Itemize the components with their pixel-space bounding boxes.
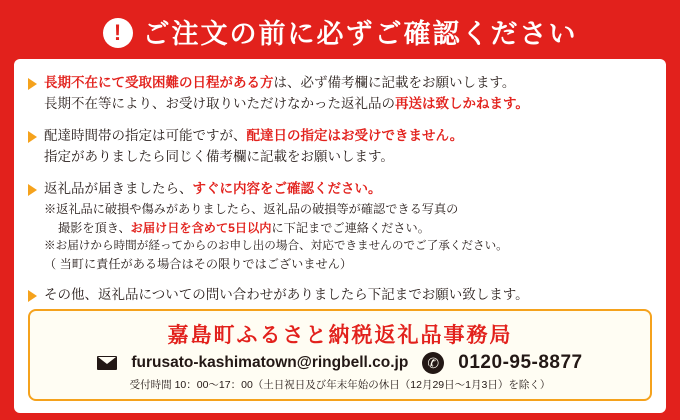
notice-text-plain: に下記までご連絡ください。 [271,220,430,235]
notice-text-plain: ※お届けから時間が経ってからのお申し出の場合、対応できませんのでご了承ください。 [44,239,508,253]
notice-text [44,285,529,306]
envelope-icon [97,356,117,370]
notice-text [44,73,529,115]
notice-text-plain: 長期不在等により、お受け取りいただけなかった返礼品の [44,95,395,111]
list-item [28,285,652,306]
contact-box [28,309,652,401]
phone-number[interactable]: 0120-95-8877 [458,352,583,373]
notice-text [44,126,463,168]
email-address[interactable]: furusato-kashimatown@ringbell.co.jp [131,354,409,371]
notice-text-highlight: すぐに内容をご確認ください。 [192,180,382,196]
notice-text-highlight: 配達日の指定はお受けできません。 [246,127,464,143]
page-title: ご注文の前に必ずご確認ください [142,19,578,49]
notice-text-plain: 返礼品が届きましたら、 [44,180,193,196]
notice-text-plain: 撮影を頂き、 [58,220,131,235]
organization-name: 嘉島町ふるさと納税返礼品事務局 [167,324,513,347]
header-banner [0,0,680,57]
notice-text [44,179,508,275]
notice-text-highlight: お届け日を含めて5日以内 [130,220,272,235]
notice-text-plain: 配達時間帯の指定は可能ですが、 [44,127,247,143]
notice-text-plain: その他、返礼品についての問い合わせがありましたら下記までお願い致します。 [44,287,529,303]
triangle-bullet-icon [28,184,37,196]
notice-text-plain: 指定がありましたら同じく備考欄に記載をお願いします。 [44,148,394,164]
notice-text-plain: は、必ず備考欄に記載をお願いします。 [273,75,516,90]
notice-text-highlight: 長期不在にて受取困難の日程がある方 [44,75,274,90]
contact-row [36,352,644,374]
notice-text-highlight: 再送は致しかねます。 [395,95,529,111]
notice-text-plain: ※返礼品に破損や傷みがありましたら、返礼品の破損等が確認できる写真の [44,201,459,216]
list-item [28,126,652,168]
phone-icon: ✆ [422,352,444,374]
notice-panel [14,59,666,413]
triangle-bullet-icon [28,78,37,90]
exclamation-icon: ! [103,18,133,48]
notice-list [28,73,652,306]
triangle-bullet-icon [28,131,37,143]
list-item [28,73,652,115]
notice-text-plain: （ 当町に責任がある場合はその限りではございません） [44,257,353,272]
triangle-bullet-icon [28,290,37,302]
business-hours: 受付時間 10：00～17：00（土日祝日及び年末年始の休日（12月29日～1月3日）を除く） [129,379,551,391]
list-item [28,179,652,275]
